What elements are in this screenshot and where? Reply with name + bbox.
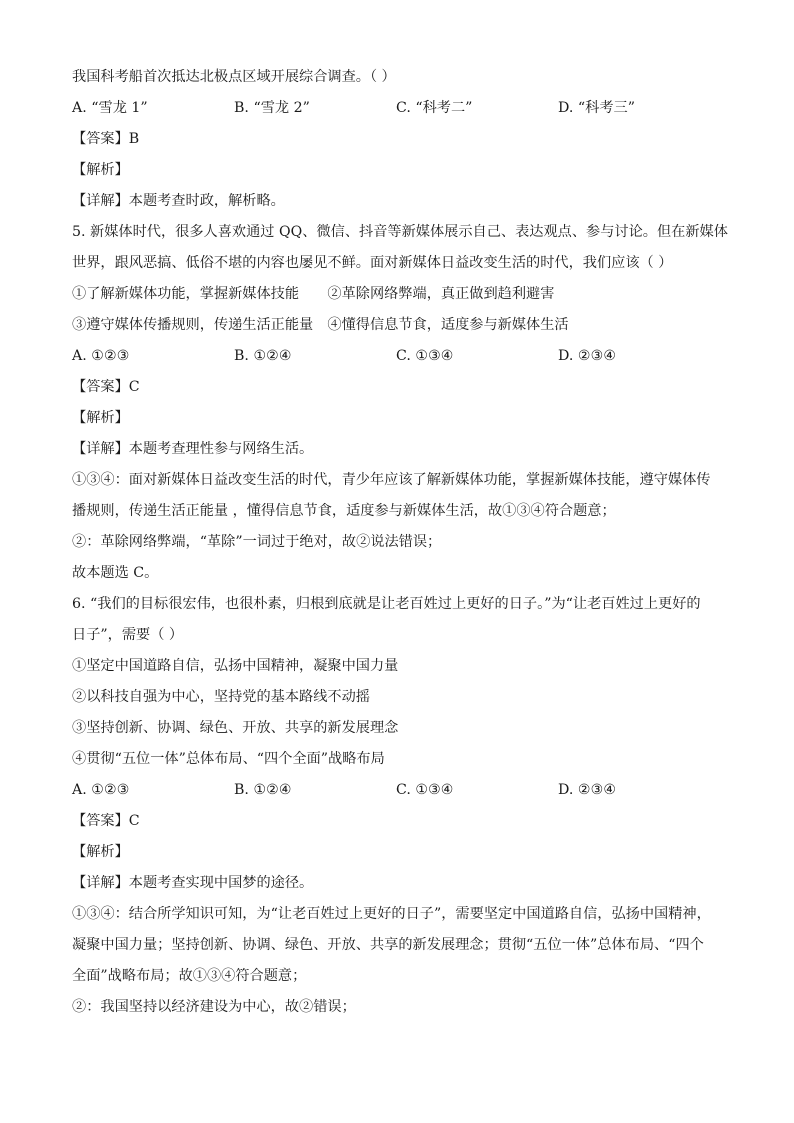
q4-option-d: D. “科考三” [558, 100, 635, 116]
q5-option-c: C. ①③④ [396, 348, 454, 364]
q5-explain1-line2: 播规则，传递生活正能量 ，懂得信息节食，适度参与新媒体生活，故①③④符合题意； [72, 503, 616, 519]
q6-item-3: ③坚持创新、协调、绿色、开放、共享的新发展理念 [72, 720, 399, 736]
q5-answer: 【答案】C [72, 379, 140, 395]
q6-option-c: C. ①③④ [396, 782, 454, 798]
q4-option-b: B. “雪龙 2” [234, 100, 310, 116]
q4-answer: 【答案】B [72, 131, 140, 147]
q4-option-a: A. “雪龙 1” [72, 100, 148, 116]
q5-explain2: ②：革除网络弊端，“革除”一词过于绝对，故②说法错误； [72, 534, 442, 550]
q5-options [72, 341, 722, 372]
q6-option-d: D. ②③④ [558, 782, 617, 798]
q6-item-4: ④贯彻“五位一体”总体布局、“四个全面”战略布局 [72, 751, 385, 767]
q5-detail: 【详解】本题考查理性参与网络生活。 [72, 441, 314, 457]
q6-explain1-line1: ①③④：结合所学知识可知，为“让老百姓过上更好的日子”，需要坚定中国道路自信，弘扬中国精神， [72, 906, 711, 922]
q5-stem-line1: 5. 新媒体时代，很多人喜欢通过 QQ、微信、抖音等新媒体展示自己、表达观点、参与讨论。但在新媒体 [72, 224, 728, 240]
q4-analysis-heading: 【解析】 [72, 162, 129, 178]
q5-conclusion: 故本题选 C。 [72, 565, 159, 581]
q5-stem-line2: 世界，跟风恶搞、低俗不堪的内容也屡见不鲜。面对新媒体日益改变生活的时代，我们应该（ ） [72, 255, 673, 271]
document-page [72, 62, 728, 1023]
q5-option-a: A. ①②③ [72, 348, 130, 364]
q6-options [72, 775, 722, 806]
q6-explain2: ②：我国坚持以经济建设为中心，故②错误； [72, 999, 356, 1015]
q5-option-d: D. ②③④ [558, 348, 617, 364]
q4-stem: 我国科考船首次抵达北极点区域开展综合调查。（ ） [72, 69, 396, 85]
q6-analysis-heading: 【解析】 [72, 844, 129, 860]
q6-explain1-line2: 凝聚中国力量；坚持创新、协调、绿色、开放、共享的新发展理念；贯彻“五位一体”总体布局、“四个 [72, 937, 704, 953]
q6-stem-line1: 6. “我们的目标很宏伟，也很朴素，归根到底就是让老百姓过上更好的日子。”为“让老百姓过上更好的 [72, 596, 701, 612]
q6-item-2: ②以科技自强为中心，坚持党的基本路线不动摇 [72, 689, 370, 705]
q6-detail: 【详解】本题考查实现中国梦的途径。 [72, 875, 314, 891]
q4-options [72, 93, 722, 124]
q4-detail: 【详解】本题考查时政，解析略。 [72, 193, 285, 209]
q4-option-c: C. “科考二” [396, 100, 473, 116]
q5-items-line2: ③遵守媒体传播规则，传递生活正能量 ④懂得信息节食，适度参与新媒体生活 [72, 317, 569, 333]
q6-option-a: A. ①②③ [72, 782, 130, 798]
q5-option-b: B. ①②④ [234, 348, 292, 364]
q5-analysis-heading: 【解析】 [72, 410, 129, 426]
q6-option-b: B. ①②④ [234, 782, 292, 798]
q6-answer: 【答案】C [72, 813, 140, 829]
q6-stem-line2: 日子”，需要（ ） [72, 627, 184, 643]
q6-item-1: ①坚定中国道路自信，弘扬中国精神，凝聚中国力量 [72, 658, 399, 674]
q5-explain1-line1: ①③④：面对新媒体日益改变生活的时代，青少年应该了解新媒体功能，掌握新媒体技能，遵守媒体传 [72, 472, 711, 488]
q5-items-line1: ①了解新媒体功能，掌握新媒体技能 ②革除网络弊端，真正做到趋利避害 [72, 286, 555, 302]
q6-explain1-line3: 全面”战略布局；故①③④符合题意； [72, 968, 307, 984]
